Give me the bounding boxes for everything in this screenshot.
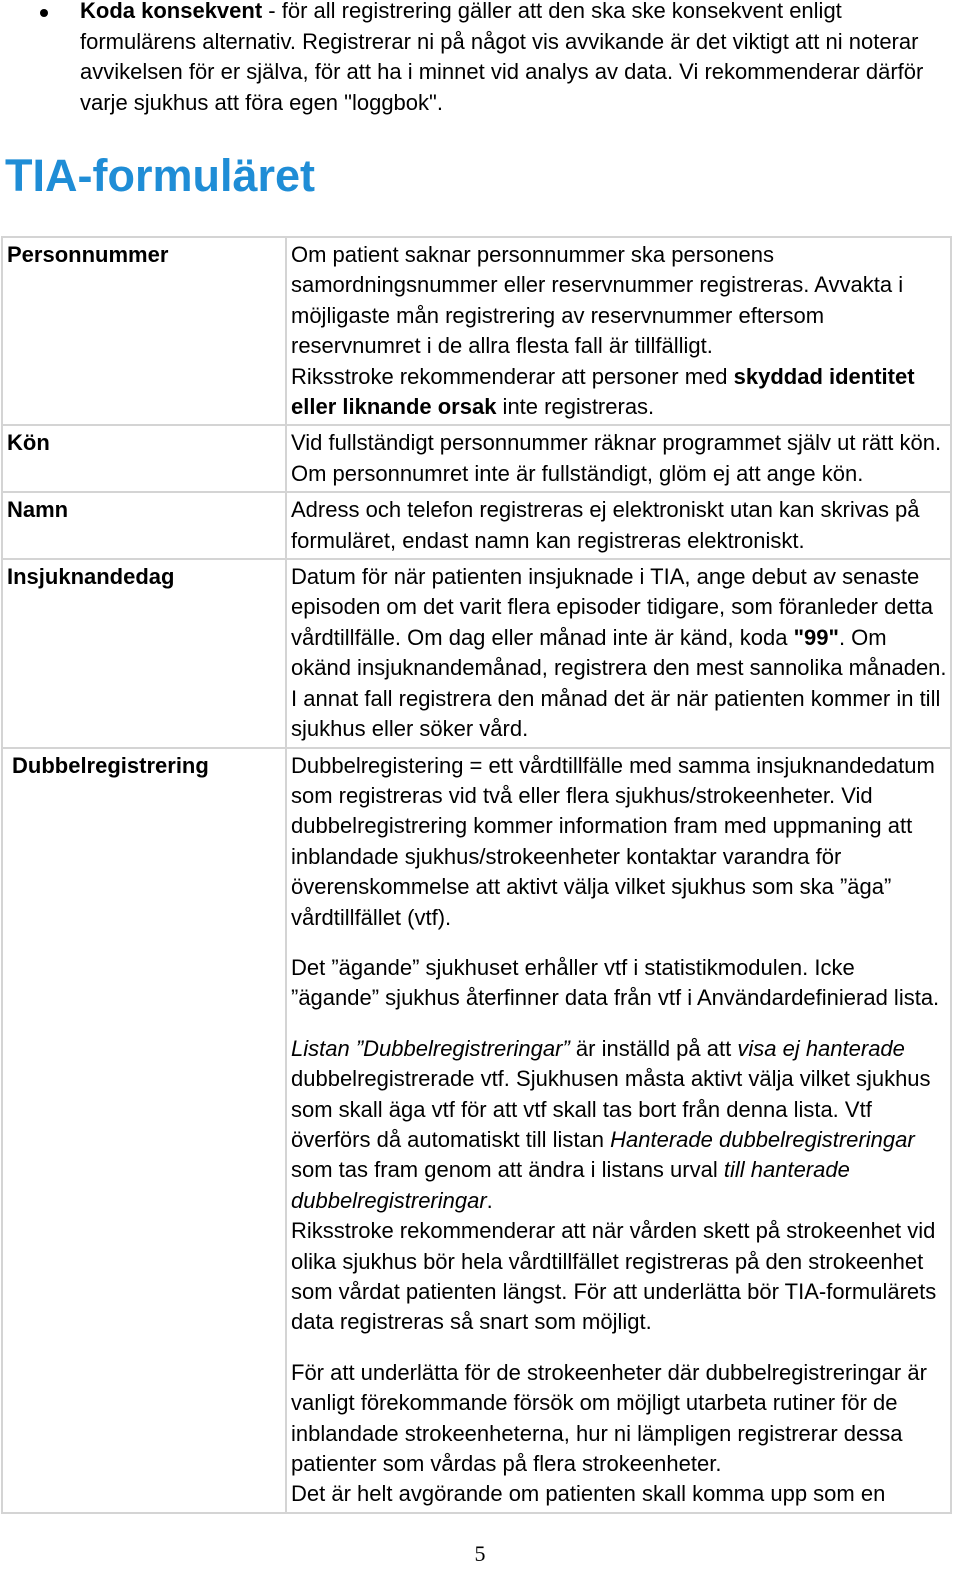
row-body-personnummer: [286, 237, 951, 425]
row-label-namn: Namn: [2, 492, 286, 559]
personnummer-text-2-end: inte registreras.: [496, 394, 655, 420]
personnummer-text-2-start: Riksstroke rekommenderar att personer med: [291, 363, 734, 389]
personnummer-text-2-bold: skyddad identitet eller liknande orsak: [291, 363, 915, 420]
personnummer-text-2: [291, 362, 948, 423]
dubbel-routines-text: För att underlätta för de strokeenheter där dubbelregistreringar är vanligt förekommande försök om möjligt utarbeta rutiner för de inblandade strokeenheterna, hur ni lämpligen registrerar dessa patienter som vårdas på flera strokeenheter.: [291, 1359, 927, 1477]
info-table: [1, 236, 952, 1514]
table-row-namn: [2, 492, 951, 559]
dubbel-text-d: .: [486, 1187, 493, 1213]
dubbel-list-name: Listan ”Dubbelregistreringar”: [291, 1035, 570, 1061]
row-label-kon: Kön: [2, 425, 286, 492]
insjuknandedag-text-1: Datum för när patienten insjuknade i TIA, ange debut av senaste episoden om det varit flera episoder tidigare, som föranleder detta vårdtillfälle. Om dag eller månad inte är känd, koda: [291, 564, 934, 650]
row-label-dubbelregistrering: [2, 748, 286, 1513]
row-body-namn: Adress och telefon registreras ej elektroniskt utan kan skrivas på formuläret, endast namn kan registreras elektroniskt.: [286, 492, 951, 559]
dubbel-handled-filter: till hanterade dubbelregistreringar: [291, 1157, 850, 1213]
dubbel-paragraph-3: [291, 1034, 948, 1338]
bullet-dot-icon: [40, 9, 48, 17]
table-row-dubbelregistrering: [2, 748, 951, 1513]
dubbel-continuation-text: Det är helt avgörande om patienten skall komma upp som en: [291, 1481, 886, 1507]
insjuknandedag-code: "99": [793, 624, 839, 650]
dubbel-recommendation: Riksstroke rekommenderar att när vården skett på strokeenhet vid olika sjukhus bör hela vårdtillfället registreras på den strokeenhet som vårdat patienten längst. För att underlätta bör TIA-formulärets data registreras så snart som möjligt.: [291, 1218, 937, 1335]
personnummer-text-1: Om patient saknar personnummer ska personens samordningsnummer eller reservnummer registreras. Avvakta i möjligaste mån registrering av reservnummer eftersom reservnumret i de allra flesta fall är tillfälligt.: [291, 242, 904, 359]
section-heading: TIA-formuläret: [5, 150, 316, 201]
dubbel-setting-name: visa ej hanterade: [737, 1035, 905, 1061]
dubbelregistrering-label-text: Dubbelregistrering: [12, 752, 209, 778]
table-row-insjuknandedag: [2, 559, 951, 747]
dubbel-paragraph-4: [291, 1358, 948, 1510]
insjuknandedag-text-2: . Om okänd insjuknandemånad, registrera den mest sannolika månaden. I annat fall registrera den månad det är när patienten kommer in till sjukhus eller söker vård.: [291, 624, 947, 742]
table-row-kon: [2, 425, 951, 492]
bullet-rest: - för all registrering gäller att den ska ske konsekvent enligt formulärens alternativ. Registrerar ni på något vis avvikande är det viktigt att ni noterar avvikelsen för er själva, för att ha i minnet vid analys av data. Vi rekommenderar därför varje sjukhus att föra egen "loggbok".: [80, 0, 924, 115]
dubbel-paragraph-2: Det ”ägande” sjukhuset erhåller vtf i statistikmodulen. Icke ”ägande” sjukhus återfinner data från vtf i Användardefinierad lista.: [291, 954, 940, 1011]
row-label-insjuknandedag: Insjuknandedag: [2, 559, 286, 747]
dubbel-handled-list-name: Hanterade dubbelregistreringar: [610, 1126, 915, 1152]
dubbel-text-a: är inställd på att: [569, 1035, 738, 1061]
dubbel-text-c: som tas fram genom att ändra i listans urval: [291, 1157, 724, 1183]
table-row-personnummer: [2, 237, 951, 425]
bullet-item-koda-konsekvent: [30, 0, 930, 118]
dubbel-text-b: dubbelregistrerade vtf. Sjukhusen måsta aktivt välja vilket sjukhus som skall äga vtf för att vtf skall tas bort från denna lista. Vtf överförs då automatiskt till listan: [291, 1066, 931, 1152]
row-body-dubbelregistrering: [286, 748, 951, 1513]
page-number: 5: [474, 1541, 486, 1566]
bullet-bold-lead: Koda konsekvent: [80, 0, 263, 23]
row-body-kon: Vid fullständigt personnummer räknar programmet själv ut rätt kön. Om personnumret inte är fullständigt, glöm ej att ange kön.: [286, 425, 951, 492]
dubbel-paragraph-1: Dubbelregistering = ett vårdtillfälle med samma insjuknandedatum som registreras vid två eller flera sjukhus/strokeenheter. Vid dubbelregistrering kommer information fram med uppmaning att inblandade sjukhus/strokeenheter kontaktar varandra för överenskommelse att aktivt välja vilket sjukhus som ska ”äga” vårdtillfället (vtf).: [291, 752, 935, 930]
row-body-insjuknandedag: [286, 559, 951, 747]
row-label-personnummer: Personnummer: [2, 237, 286, 425]
bullet-text: [80, 0, 930, 118]
